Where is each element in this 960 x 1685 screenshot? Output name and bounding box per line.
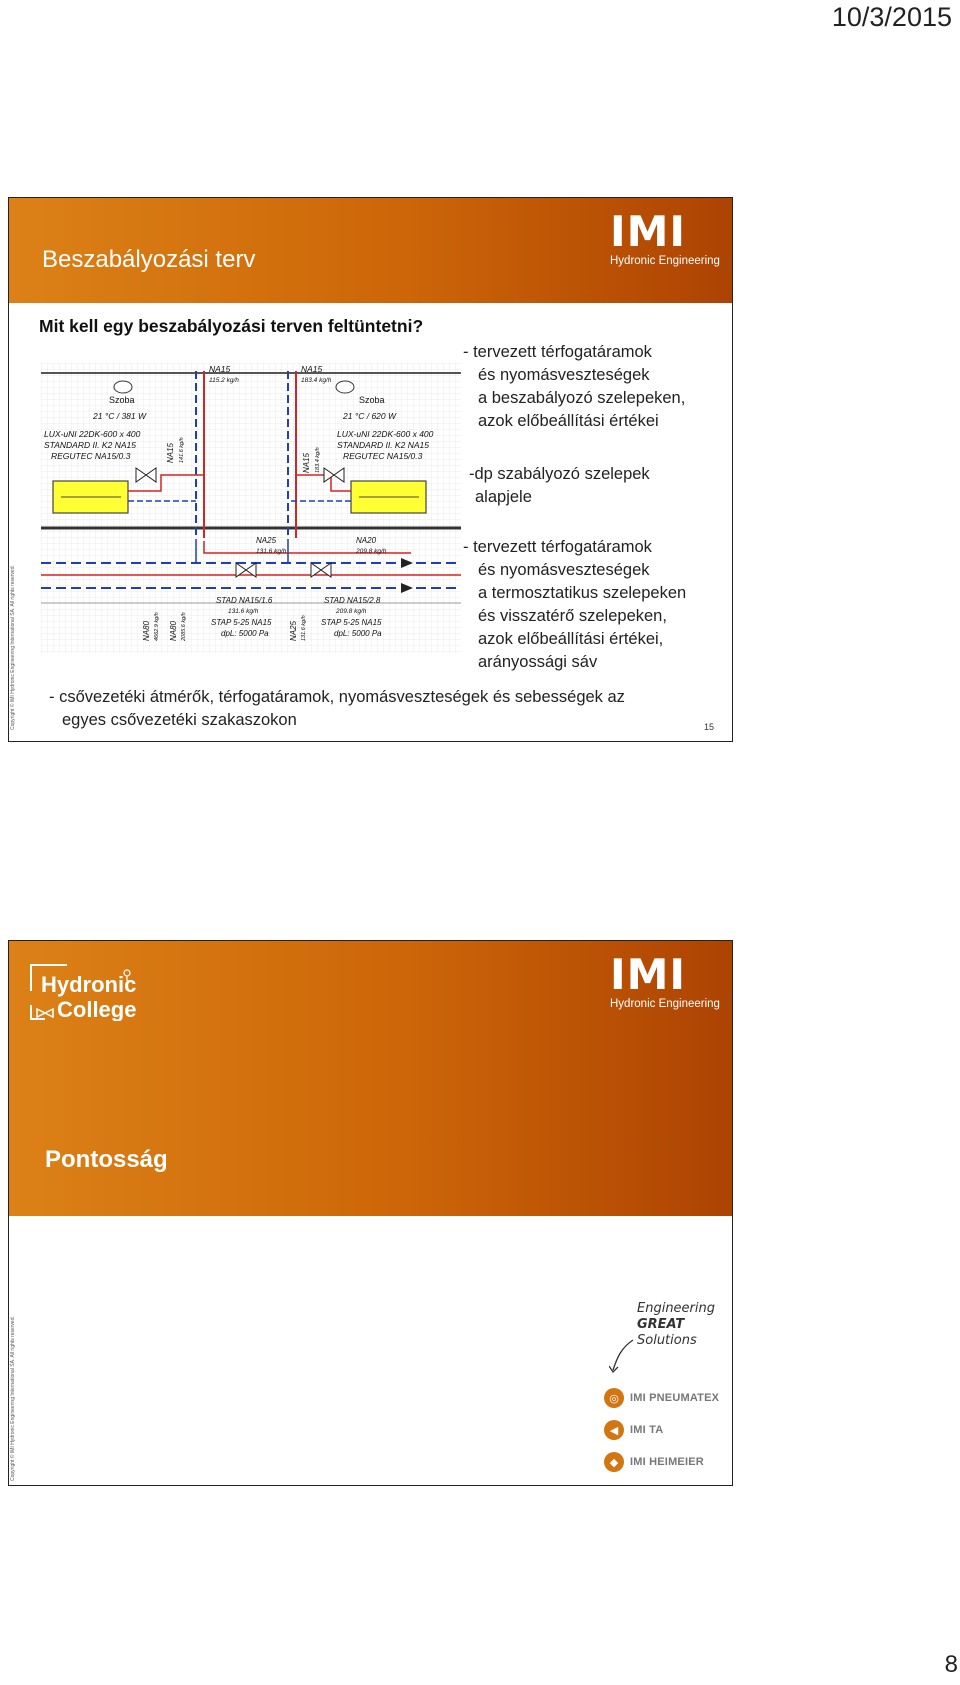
right-room-name: Szoba — [359, 395, 385, 405]
brand-pneumatex — [604, 1386, 719, 1410]
brand-heimeier — [604, 1450, 704, 1474]
copyright-text: Copyright © IMI Hydronic Engineering International SA. All rights reserved. — [10, 565, 16, 730]
branch2-size: NA20 — [356, 536, 377, 545]
page-number: 8 — [944, 1651, 958, 1678]
hydronic-college-logo — [27, 961, 167, 1021]
stad2-line3: STAP 5-25 NA15 — [321, 618, 382, 627]
main1-size: NA80 — [142, 620, 151, 641]
hydronic-schematic — [41, 363, 461, 653]
note-line: - tervezett térfogatáramok — [463, 343, 652, 361]
hc-logo-line2: College — [57, 997, 137, 1021]
note-line: a termosztatikus szelepeken — [478, 584, 687, 602]
left-room-name: Szoba — [109, 395, 135, 405]
main3-size: NA25 — [289, 620, 298, 641]
pneumatex-icon: ◎ — [604, 1388, 624, 1408]
note-line: egyes csővezetéki szakaszokon — [62, 711, 297, 729]
note-line: a beszabályozó szelepeken, — [478, 389, 686, 407]
riser2-size: NA15 — [301, 364, 323, 374]
slide-pontossag — [8, 940, 733, 1486]
heimeier-icon: ◆ — [604, 1452, 624, 1472]
date-header: 10/3/2015 — [831, 2, 952, 32]
brand-label: IMI PNEUMATEX — [630, 1392, 720, 1404]
vert2-size: NA15 — [302, 452, 311, 473]
stad1-line1: STAD NA15/1.6 — [216, 596, 273, 605]
slide-title: Beszabályozási terv — [42, 246, 256, 273]
note-dp-valves — [469, 463, 650, 509]
imi-logo-text: IMI — [610, 207, 687, 256]
slide-title: Pontosság — [45, 1146, 168, 1173]
note-pipe-sections — [49, 686, 625, 732]
note-line: és visszatérő szelepeken, — [478, 607, 667, 625]
main2-size: NA80 — [169, 620, 178, 641]
right-room-temp: 21 °C / 620 W — [343, 411, 397, 421]
main3-flow: 131.6 kg/h — [301, 615, 307, 641]
right-rad-type: LUX-uNI 22DK-600 x 400 — [337, 429, 434, 439]
copyright-text: Copyright © IMI Hydronic Engineering International SA. All rights reserved. — [10, 1316, 16, 1481]
hc-logo-line1: Hydronic — [41, 972, 137, 997]
thermostat-left-icon — [114, 381, 132, 393]
engineering-great-solutions-tagline — [609, 1296, 729, 1376]
riser1-flow: 115.2 kg/h — [209, 377, 239, 384]
note-line: azok előbeállítási értékei — [478, 412, 659, 430]
left-rad-return: REGUTEC NA15/0.3 — [51, 451, 131, 461]
stad1-line2: 131.6 kg/h — [228, 608, 259, 615]
note-line: és nyomásveszteségek — [478, 366, 650, 384]
branch1-flow: 131.6 kg/h — [256, 548, 287, 555]
note-line: -dp szabályozó szelepek — [469, 465, 650, 483]
right-rad-return: REGUTEC NA15/0.3 — [343, 451, 423, 461]
stad2-line4: dpL: 5000 Pa — [334, 629, 382, 638]
imi-logo-subtitle: Hydronic Engineering — [610, 255, 720, 267]
hydronic-college-mark-icon — [27, 961, 167, 1021]
right-rad-valve: STANDARD II. K2 NA15 — [337, 440, 429, 450]
riser2-flow: 183.4 kg/h — [301, 377, 332, 384]
left-room-temp: 21 °C / 381 W — [93, 411, 147, 421]
stad2-line1: STAD NA15/2.8 — [324, 596, 381, 605]
stad2-line2: 209.8 kg/h — [336, 608, 367, 615]
tagline-line2: GREAT — [637, 1317, 685, 1332]
riser1-size: NA15 — [209, 364, 231, 374]
vert1-size: NA15 — [166, 442, 175, 463]
tagline-line3: Solutions — [637, 1333, 697, 1348]
note-line: - tervezett térfogatáramok — [463, 538, 652, 556]
stad1-line4: dpL: 5000 Pa — [221, 629, 269, 638]
stad1-line3: STAP 5-25 NA15 — [211, 618, 272, 627]
imi-logo-subtitle: Hydronic Engineering — [610, 998, 720, 1010]
note-balancing-valves — [463, 341, 685, 433]
imi-logo-text: IMI — [610, 950, 687, 999]
left-rad-valve: STANDARD II. K2 NA15 — [44, 440, 136, 450]
vert2-flow: 183.4 kg/h — [315, 447, 321, 473]
brand-label: IMI TA — [630, 1424, 664, 1436]
main2-flow: 2085.6 kg/h — [181, 612, 187, 641]
imi-logo — [610, 950, 720, 1011]
brand-label: IMI HEIMEIER — [630, 1456, 704, 1468]
note-line: - csővezetéki átmérők, térfogatáramok, nyomásveszteségek és sebességek az — [49, 688, 625, 706]
slide-beszabalyozasi-terv — [8, 197, 733, 742]
brand-ta — [604, 1418, 663, 1442]
thermostat-right-icon — [336, 381, 354, 393]
tagline-arrow-icon — [613, 1340, 633, 1370]
ta-icon: ◀ — [604, 1420, 624, 1440]
main1-flow: 4662.9 kg/h — [154, 612, 160, 641]
left-rad-type: LUX-uNI 22DK-600 x 400 — [44, 429, 141, 439]
note-line: azok előbeállítási értékei, — [478, 630, 664, 648]
imi-logo — [610, 207, 720, 268]
vert1-flow: 141.6 kg/h — [179, 437, 185, 463]
branch2-flow: 209.8 kg/h — [356, 548, 387, 555]
branch1-size: NA25 — [256, 536, 277, 545]
note-thermostatic-valves — [463, 536, 686, 674]
note-line: alapjele — [475, 488, 532, 506]
slide-question: Mit kell egy beszabályozási terven feltüntetni? — [39, 316, 424, 336]
slide-number: 15 — [703, 722, 714, 732]
tagline-line1: Engineering — [637, 1301, 715, 1316]
note-line: arányossági sáv — [478, 653, 598, 671]
note-line: és nyomásveszteségek — [478, 561, 650, 579]
